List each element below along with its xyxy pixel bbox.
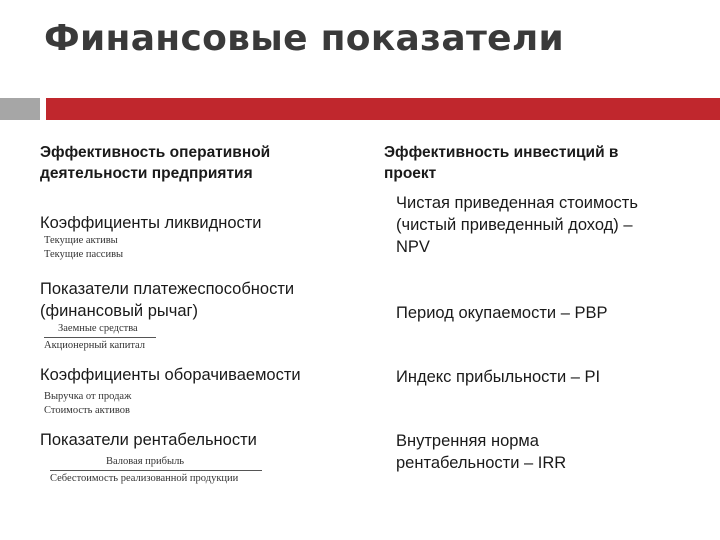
profitability-formula xyxy=(50,455,262,486)
item-line: Период окупаемости – PBP xyxy=(396,304,608,322)
title-underline-gray xyxy=(0,98,40,120)
formula-numerator: Текущие активы xyxy=(44,235,118,246)
item-line: (чистый приведенный доход) – xyxy=(396,216,633,234)
formula-denominator: Акционерный капитал xyxy=(44,340,146,351)
page-title: Финансовые показатели xyxy=(44,18,565,59)
item-line: NPV xyxy=(396,238,430,256)
title-underline-red xyxy=(46,98,720,120)
liquidity-formula xyxy=(44,234,123,262)
right-column-heading xyxy=(384,142,618,184)
right-heading-line-1: Эффективность инвестиций в xyxy=(384,144,619,161)
formula-denominator: Текущие пассивы xyxy=(44,249,124,260)
item-line: Внутренняя норма xyxy=(396,432,539,450)
pbp-item xyxy=(396,302,607,324)
left-heading-line-1: Эффективность оперативной xyxy=(40,144,271,161)
label-line: Коэффициенты оборачиваемости xyxy=(40,366,301,384)
formula-denominator: Стоимость активов xyxy=(44,405,130,416)
item-line: Чистая приведенная стоимость xyxy=(396,194,638,212)
right-heading-line-2: проект xyxy=(384,165,437,182)
label-line: Коэффициенты ликвидности xyxy=(40,214,262,232)
solvency-ratios-label xyxy=(40,278,294,322)
label-line: Показатели платежеспособности xyxy=(40,280,295,298)
formula-numerator: Выручка от продаж xyxy=(44,391,132,402)
formula-numerator: Заемные средства xyxy=(58,323,138,334)
left-heading-line-2: деятельности предприятия xyxy=(40,165,253,182)
turnover-formula xyxy=(44,390,131,418)
formula-denominator: Себестоимость реализованной продукции xyxy=(50,473,239,484)
item-line: Индекс прибыльности – PI xyxy=(396,368,601,386)
formula-numerator: Валовая прибыль xyxy=(106,456,185,467)
liquidity-ratios-label xyxy=(40,212,262,234)
npv-item xyxy=(396,192,638,258)
fraction-line xyxy=(44,337,156,338)
profitability-ratios-label xyxy=(40,429,257,451)
label-line: (финансовый рычаг) xyxy=(40,302,199,320)
label-line: Показатели рентабельности xyxy=(40,431,257,449)
irr-item xyxy=(396,430,566,474)
item-line: рентабельности – IRR xyxy=(396,454,567,472)
pi-item xyxy=(396,366,600,388)
solvency-formula xyxy=(44,322,156,353)
left-column-heading xyxy=(40,142,270,184)
turnover-ratios-label xyxy=(40,364,301,386)
fraction-line xyxy=(50,470,262,471)
